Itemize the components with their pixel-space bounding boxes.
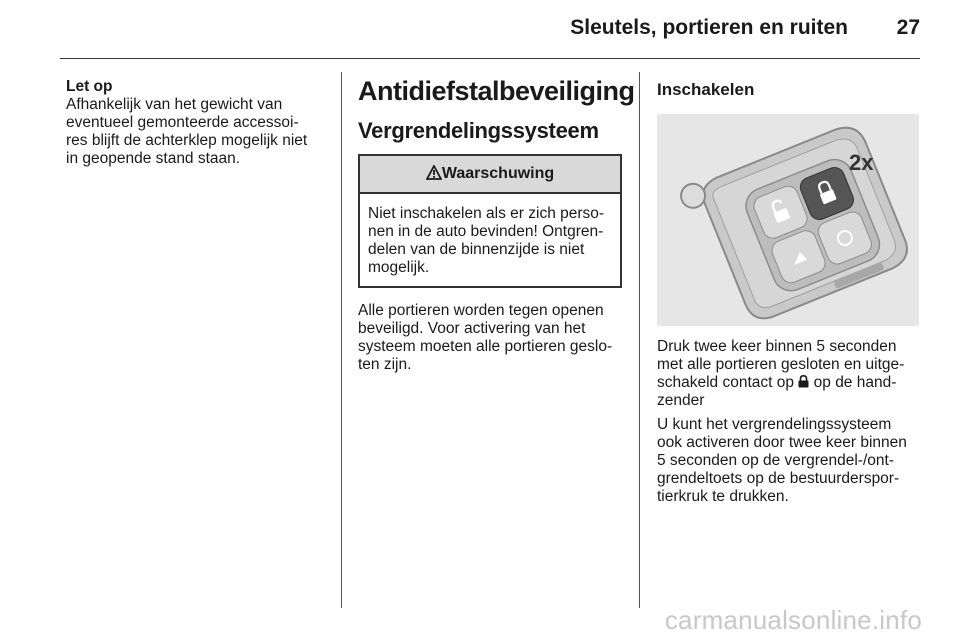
warning-body [360, 194, 620, 286]
subsection-heading: Vergrendelingssysteem [358, 118, 599, 143]
instruction-line: 5 seconden op de vergrendel-/ont- [657, 452, 894, 469]
warning-header [360, 156, 620, 194]
body-line: Alle portieren worden tegen openen [358, 302, 604, 319]
body-line: beveiligd. Voor activering van het [358, 320, 586, 337]
press-twice-label: 2x [849, 150, 874, 175]
column-divider-2 [639, 72, 640, 608]
warning-line: mogelijk. [368, 259, 430, 276]
key-fob-icon [657, 114, 919, 326]
instruction-line: grendeltoets op de bestuurderspor- [657, 470, 900, 487]
instruction-text: op de hand- [813, 374, 897, 391]
instruction-line: met alle portieren gesloten en uitge- [657, 356, 905, 373]
warning-triangle-icon [426, 165, 442, 180]
section-heading: Antidiefstalbeveiliging [358, 76, 635, 106]
warning-box [358, 154, 622, 288]
note-line: res blijft de achterklep mogelijk niet [66, 132, 308, 149]
instruction-line: Druk twee keer binnen 5 seconden [657, 338, 897, 355]
body-line: systeem moeten alle portieren geslo- [358, 338, 613, 355]
instruction-line [657, 374, 921, 392]
warning-line: nen in de auto bevinden! Ontgren- [368, 223, 604, 240]
header-divider [60, 58, 920, 59]
instruction-line: zender [657, 392, 705, 409]
page-header-title: Sleutels, portieren en ruiten [570, 16, 848, 39]
instruction-line: ook activeren door twee keer binnen [657, 434, 907, 451]
note-label: Let op [66, 78, 113, 95]
note-line: in geopende stand staan. [66, 150, 241, 167]
warning-line: delen van de binnenzijde is niet [368, 241, 585, 258]
lock-icon [798, 375, 809, 388]
instruction-text: schakeld contact op [657, 374, 795, 391]
note-line: Afhankelijk van het gewicht van [66, 96, 283, 113]
note-line: eventueel gemonteerde accessoi- [66, 114, 299, 131]
warning-title: Waarschuwing [441, 165, 555, 182]
inschakelen-heading: Inschakelen [657, 80, 755, 99]
body-line: ten zijn. [358, 356, 412, 373]
right-column [657, 80, 921, 506]
instruction-line: tierkruk te drukken. [657, 488, 789, 505]
page-number: 27 [896, 16, 920, 39]
middle-column [358, 76, 635, 374]
instruction-line: U kunt het vergrendelingssysteem [657, 416, 892, 433]
left-column [66, 78, 328, 168]
warning-line: Niet inschakelen als er zich perso- [368, 205, 605, 222]
column-divider-1 [341, 72, 342, 608]
watermark: carmanualsonline.info [664, 605, 922, 635]
